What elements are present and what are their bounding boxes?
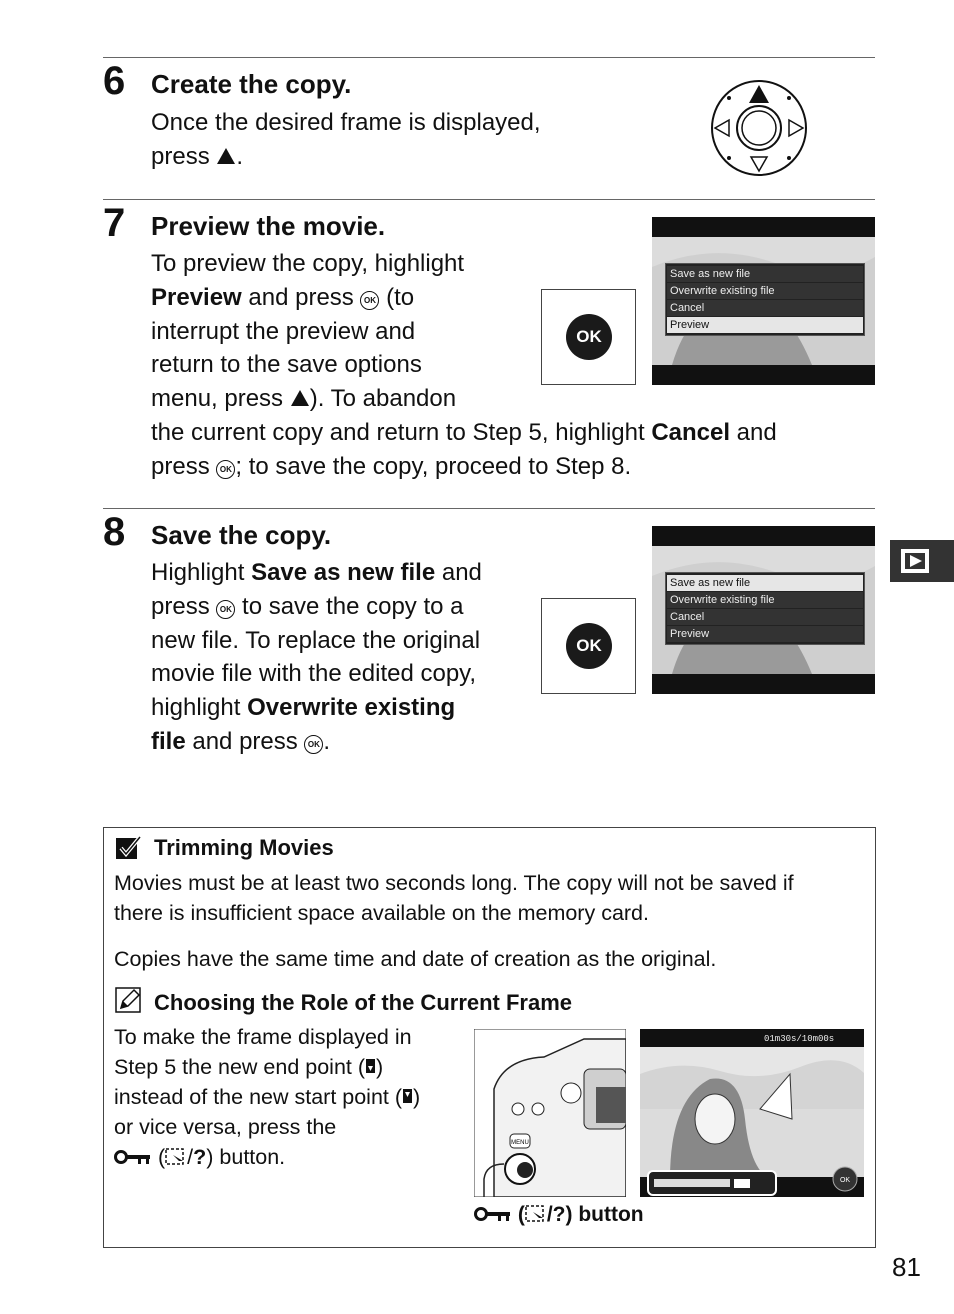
step-heading: Create the copy. <box>151 69 352 99</box>
body-line: Movies must be at least two seconds long. The copy will not be saved if <box>114 871 794 895</box>
menu-item-save-new[interactable]: Save as new file <box>667 575 863 591</box>
step-body <box>151 106 541 174</box>
body-line: movie file with the edited copy, <box>151 660 477 688</box>
body-line: there is insufficient space available on the memory card. <box>114 901 649 925</box>
body-line: new file. To replace the original <box>151 626 481 654</box>
save-options-menu <box>665 572 865 645</box>
camera-screen-save <box>652 526 875 694</box>
button-caption: ( /?) button <box>474 1203 644 1227</box>
note-paragraph <box>114 1022 420 1172</box>
step-number: 7 <box>103 201 126 245</box>
ok-button-icon: OK <box>566 314 612 360</box>
step-number: 8 <box>103 510 126 554</box>
body-line: return to the save options <box>151 351 422 379</box>
menu-item-cancel[interactable]: Cancel <box>667 609 863 625</box>
note-subtitle: Choosing the Role of the Current Frame <box>154 990 573 1015</box>
step-body <box>151 556 482 759</box>
note-paragraph: Copies have the same time and date of creation as the original. <box>114 947 717 971</box>
ok-button-illustration <box>541 598 636 694</box>
body-line: To preview the copy, highlight <box>151 250 465 277</box>
menu-button-label: MENU <box>511 1140 529 1146</box>
body-line: press OK to save the copy to a <box>151 592 464 620</box>
body-line: press OK ; to save the copy, proceed to Step 8. <box>151 452 632 480</box>
save-options-menu <box>665 263 865 336</box>
body-line: Preview and press OK (to <box>151 283 415 311</box>
ok-button-icon: OK <box>216 460 235 479</box>
camera-screen-preview <box>652 217 875 385</box>
divider <box>103 508 875 509</box>
help-icon: ? <box>193 1145 207 1169</box>
menu-item-cancel[interactable]: Cancel <box>667 300 863 316</box>
note-paragraph <box>114 868 794 928</box>
body-line: highlight Overwrite existing <box>151 694 456 722</box>
end-point-icon <box>365 1058 376 1076</box>
up-arrow-icon <box>217 148 235 164</box>
step-heading: Preview the movie. <box>151 211 386 241</box>
help-icon: ? <box>552 1203 566 1226</box>
movie-icon <box>890 540 954 582</box>
body-line: the current copy and return to Step 5, highlight Cancel and <box>151 418 777 446</box>
start-point-icon <box>402 1088 413 1106</box>
protect-key-icon <box>114 1149 152 1165</box>
menu-item-preview[interactable]: Preview <box>667 317 863 333</box>
ok-button-icon: OK <box>360 291 379 310</box>
body-line: file and press OK . <box>151 727 331 755</box>
movie-timer: 01m30s/10m00s <box>764 1034 835 1044</box>
body-line: Highlight Save as new file and <box>151 559 482 586</box>
ok-button-icon: OK <box>566 623 612 669</box>
picture-control-icon <box>165 1147 187 1167</box>
ok-button-icon: OK <box>304 735 323 754</box>
body-line: press . <box>151 142 244 170</box>
page-number: 81 <box>892 1252 921 1282</box>
ok-button-icon: OK <box>839 1177 851 1184</box>
menu-item-overwrite[interactable]: Overwrite existing file <box>667 592 863 608</box>
protect-key-icon <box>474 1206 512 1222</box>
body-line: or vice versa, press the <box>114 1115 337 1139</box>
check-mark-icon <box>115 835 143 861</box>
body-line: To make the frame displayed in <box>114 1025 412 1049</box>
body-line: ( /?) button. <box>114 1142 420 1172</box>
menu-item-save-new[interactable]: Save as new file <box>667 266 863 282</box>
ok-button-illustration <box>541 289 636 385</box>
picture-control-icon <box>525 1204 547 1224</box>
note-title: Trimming Movies <box>154 835 334 860</box>
note-box <box>103 827 876 1248</box>
body-line: Once the desired frame is displayed, <box>151 109 541 136</box>
camera-body-illustration <box>474 1029 626 1197</box>
menu-item-overwrite[interactable]: Overwrite existing file <box>667 283 863 299</box>
body-line: Step 5 the new end point ( ) <box>114 1055 384 1079</box>
step-number: 6 <box>103 59 126 103</box>
divider <box>103 57 875 58</box>
multi-selector-icon <box>709 79 809 177</box>
step-heading: Save the copy. <box>151 520 332 550</box>
ok-button-icon: OK <box>216 600 235 619</box>
body-line: interrupt the preview and <box>151 317 416 345</box>
movie-section-tab <box>890 540 954 582</box>
menu-item-preview[interactable]: Preview <box>667 626 863 642</box>
body-line: instead of the new start point ( ) <box>114 1085 421 1109</box>
camera-screen-trim <box>640 1029 864 1197</box>
body-line: menu, press ). To abandon <box>151 385 457 413</box>
pencil-icon <box>115 986 143 1014</box>
up-arrow-icon <box>291 390 309 406</box>
divider <box>103 199 875 200</box>
